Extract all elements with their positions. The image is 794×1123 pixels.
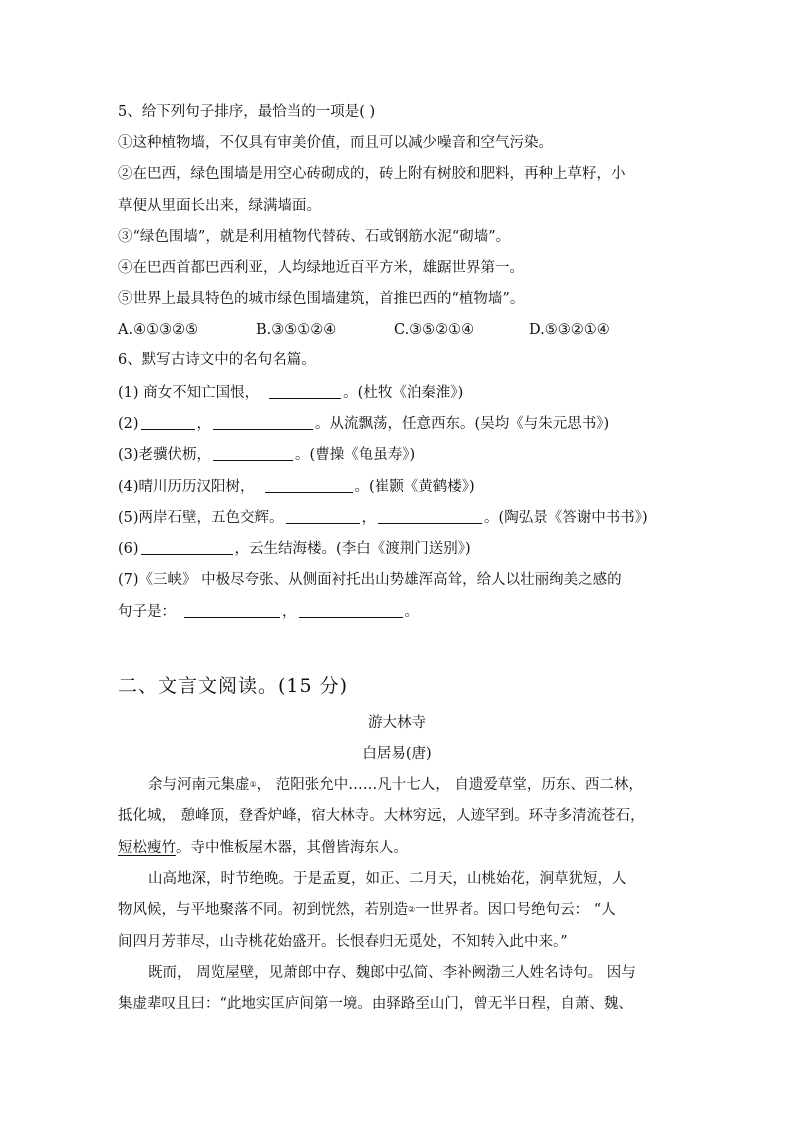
passage-text: ， 范阳张允中……凡十七人， 自遗爱草堂，历东、西二林，	[256, 777, 643, 793]
answer-blank[interactable]	[269, 384, 341, 399]
q6-item-6-source: ，云生结海楼。(李白《渡荆门送别》)	[234, 541, 471, 557]
option-c[interactable]: C.③⑤②①④	[394, 322, 475, 338]
answer-blank[interactable]	[184, 603, 280, 618]
q6-item-3-source: 。(曹操《龟虽寿》)	[295, 447, 416, 463]
passage-text: 一世界者。因口号绝句云： “人	[415, 902, 616, 918]
q5-sentence-1: ①这种植物墙，不仅具有审美价值，而且可以减少噪音和空气污染。	[118, 135, 553, 151]
q6-item-2-num: (2)	[118, 416, 139, 432]
option-a[interactable]: A.④①③②⑤	[118, 322, 199, 338]
footnote-marker: ①	[249, 780, 257, 789]
q5-sentence-3: ③“绿色围墙”，就是利用植物代替砖、石或钢筋水泥“砌墙”。	[118, 229, 511, 245]
answer-blank[interactable]	[141, 415, 195, 430]
answer-blank[interactable]	[265, 478, 353, 493]
q6-item-6	[118, 539, 471, 559]
q6-item-6-num: (6)	[118, 541, 139, 557]
section-heading: 二、文言文阅读。(15 分)	[118, 675, 349, 697]
q5-stem: 5、给下列句子排序，最恰当的一项是( )	[118, 104, 376, 120]
answer-blank[interactable]	[378, 509, 482, 524]
q6-item-5-text: (5)两岸石壁，五色交辉。	[118, 510, 284, 526]
q6-stem: 6、默写古诗文中的名句名篇。	[118, 352, 316, 368]
q6-item-5-sep: ，	[361, 510, 377, 526]
answer-blank[interactable]	[213, 446, 293, 461]
q6-item-5	[118, 508, 648, 528]
q6-item-4-source: 。(崔颢《黄鹤楼》)	[354, 479, 475, 495]
option-b[interactable]: B.③⑤①②④	[256, 322, 337, 338]
q6-item-4-text: (4)晴川历历汉阳树，	[118, 479, 255, 495]
q5-sentence-2b: 草便从里面长出来，绿满墙面。	[118, 198, 321, 214]
q6-item-4	[118, 477, 475, 497]
q5-sentence-2a: ②在巴西，绿色围墙是用空心砖砌成的，砖上附有树胶和肥料，再种上草籽，小	[118, 166, 626, 182]
q6-item-7-label: 句子是：	[118, 604, 176, 620]
q6-item-3-text: (3)老骥伏枥，	[118, 447, 212, 463]
passage-text: 。寺中惟板屋木器，其僧皆海东人。	[176, 840, 408, 856]
passage-line: 既而， 周览屋壁，见萧郎中存、魏郎中弘简、李补阙渤三人姓名诗句。 因与	[148, 965, 636, 981]
q5-sentence-5: ⑤世界上最具特色的城市绿色围墙建筑，首推巴西的“植物墙”。	[118, 291, 525, 307]
q6-item-5-source: 。(陶弘景《答谢中书书》)	[484, 510, 648, 526]
passage-line: 抵化城， 憩峰顶，登香炉峰，宿大林寺。大林穷远，人迹罕到。环寺多清流苍石，	[118, 808, 645, 824]
answer-blank[interactable]	[213, 415, 313, 430]
passage-line: 集虚辈叹且曰：“此地实匡庐间第一境。由驿路至山门，曾无半日程，自萧、魏、	[118, 996, 633, 1012]
q6-item-2-sep: ，	[196, 416, 212, 432]
q6-item-1	[118, 383, 463, 403]
option-d[interactable]: D.⑤③②①④	[529, 322, 610, 338]
passage-line	[118, 900, 616, 920]
q6-item-2	[118, 414, 609, 434]
passage-author: 白居易(唐)	[362, 746, 432, 762]
q5-options	[118, 320, 610, 340]
q6-item-3	[118, 445, 415, 465]
q6-item-7-sep: ，	[282, 604, 297, 620]
underlined-phrase: 短松瘦竹	[118, 840, 176, 856]
q6-item-7a: (7)《三峡》 中极尽夸张、从侧面衬托出山势雄浑高耸，给人以壮丽绚美之感的	[118, 572, 622, 588]
q6-item-7-end: 。	[404, 604, 419, 620]
q6-item-7b	[118, 602, 419, 622]
footnote-marker: ②	[408, 905, 416, 914]
answer-blank[interactable]	[286, 509, 360, 524]
passage-title: 游大林寺	[368, 715, 426, 731]
passage-line: 山高地深，时节绝晚。于是孟夏，如正、二月天，山桃始花，涧草犹短，人	[148, 871, 627, 887]
passage-line	[118, 838, 408, 858]
passage-text: 余与河南元集虚	[148, 777, 250, 793]
passage-line: 间四月芳菲尽，山寺桃花始盛开。长恨春归无觅处，不知转入此中来。”	[118, 934, 568, 950]
q5-sentence-4: ④在巴西首都巴西利亚，人均绿地近百平方米，雄踞世界第一。	[118, 260, 524, 276]
answer-blank[interactable]	[299, 603, 403, 618]
passage-line	[148, 775, 643, 795]
q6-item-1-source: 。(杜牧《泊秦淮》)	[343, 385, 464, 401]
q6-item-1-text: (1) 商女不知亡国恨，	[118, 385, 260, 401]
answer-blank[interactable]	[141, 540, 233, 555]
passage-text: 物风候，与平地聚落不同。初到恍然，若别造	[118, 902, 408, 918]
q6-item-2-source: 。从流飘荡，任意西东。(吴均《与朱元思书》)	[315, 416, 610, 432]
